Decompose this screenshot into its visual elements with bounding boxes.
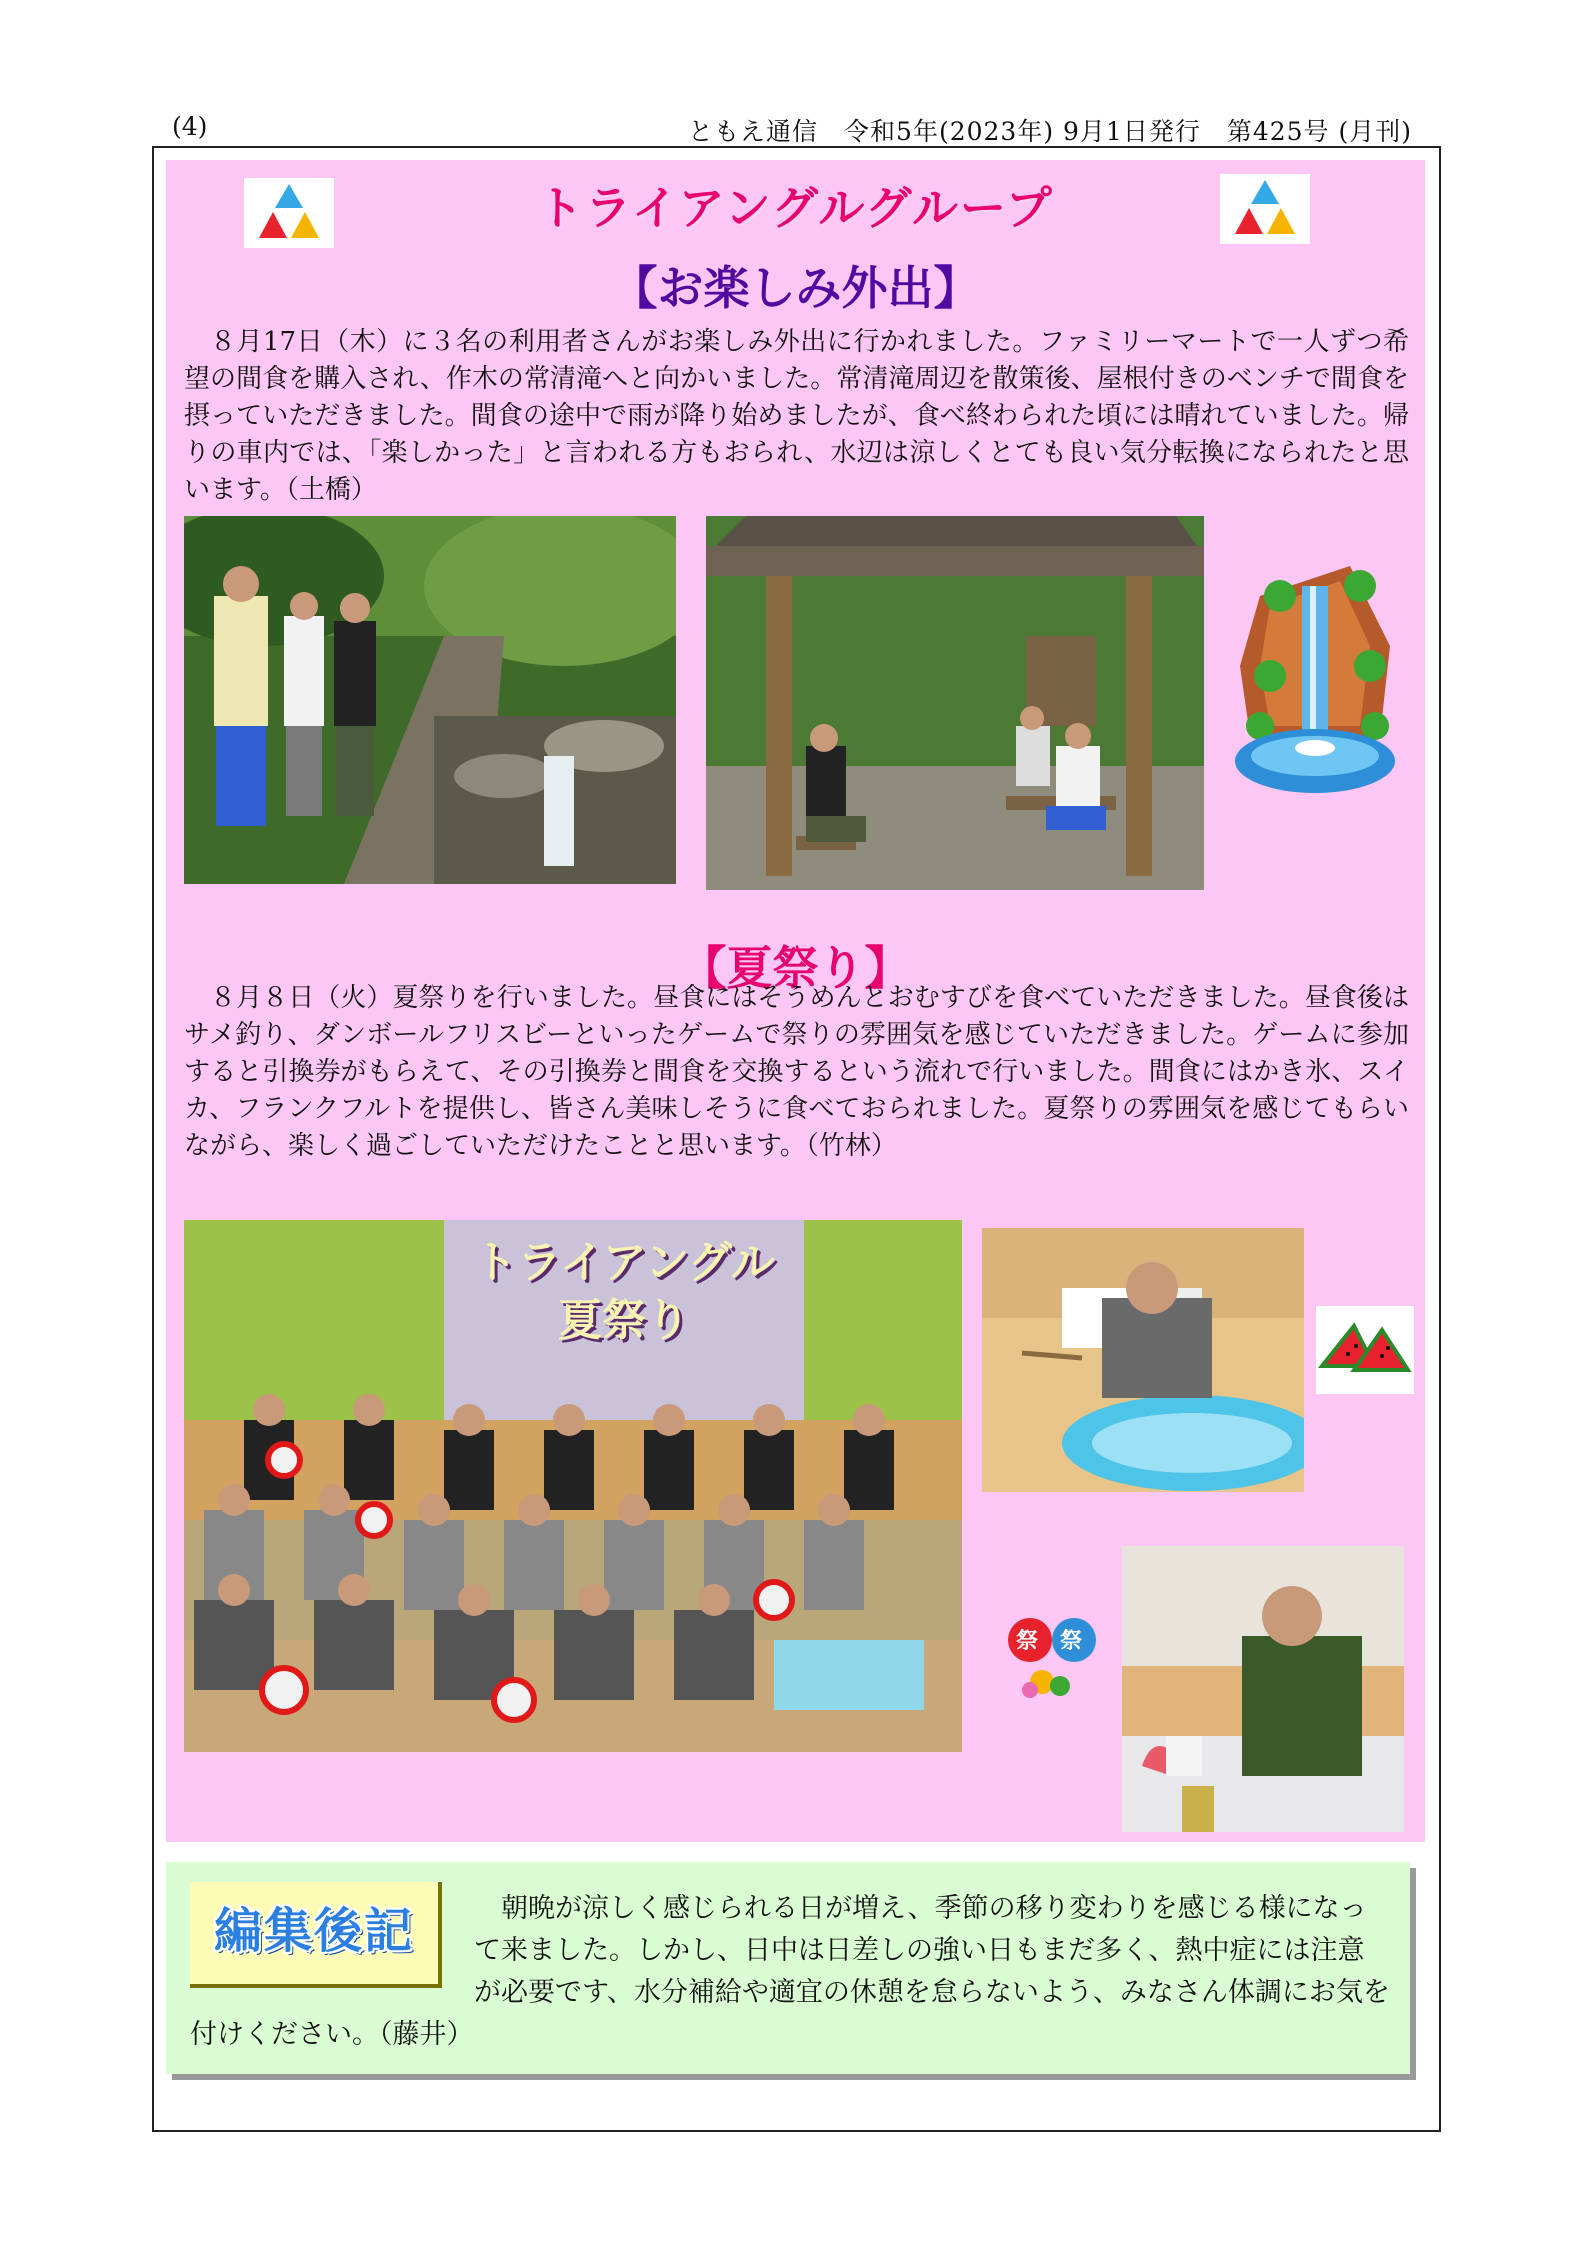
editor-indent [474,1893,501,1924]
fan-kanji-left: 祭 [1016,1629,1039,1654]
page-number: (4) [172,112,208,141]
festival-text: ８月８日（火）夏祭りを行いました。昼食にはそうめんとおむすびを食べていただきました。昼食後はサメ釣り、ダンボールフリスビーといったゲームで祭りの雰囲気を感じていただきました。ゲームに参加すると引換券がもらえて、その引換券と間食を交換するという流れで行いました。間食にはかき氷、スイカ、フランクフルトを提供し、皆さん美味しそうに食べておられました。夏祭りの雰囲気を感じてもらいながら、楽しく過ごしていただけたことと思います。（竹林） [184,983,1409,1161]
photo-shark-fishing [982,1228,1304,1492]
festival-banner [444,1234,804,1350]
editor-note-body: 朝晩が涼しく感じられる日が増え、季節の移り変わりを感じる様になって来ました。しかし、日中は日差しの強い日もまだ多く、熱中症には注意が必要です、水分補給や適宜の休憩を怠らないよう、みなさん体調にお気を付けください。（藤井） [190,1893,1390,2050]
editor-note-box [166,1862,1410,2074]
waterfall-illustration [1230,556,1400,800]
section-title-outing: 【お楽しみ外出】 [611,261,980,315]
outing-text: ８月17日（木）に３名の利用者さんがお楽しみ外出に行かれました。ファミリーマートで一人ずつ希望の間食を購入され、作木の常清滝へと向かいました。常清滝周辺を散策後、屋根付きのベンチで間食を摂っていただきました。間食の途中で雨が降り始めましたが、食べ終わられた頃には晴れていました。帰りの車内では、「楽しかった」と言われる方もおられ、水辺は涼しくとても良い気分転換になられたと思います。（土橋） [184,327,1409,505]
triangle-group-panel [166,160,1425,1842]
issue-info: ともえ通信 令和5年(2023年) 9月1日発行 第425号 (月刊) [688,117,1412,146]
section-body-outing [184,324,1409,509]
photo-festival-group [184,1220,962,1752]
page-header [172,112,1412,144]
photo-shaved-ice [1122,1546,1404,1832]
festival-fans-illustration [1000,1616,1104,1704]
fan-kanji-right: 祭 [1060,1629,1083,1654]
editor-note-label: 編集後記 [190,1882,442,1988]
section-title-summer-festival: 【夏祭り】 [680,941,911,995]
watermelon-illustration [1316,1306,1414,1394]
festival-banner-line1: トライアングル [473,1237,775,1288]
photo-gazebo-snack [706,516,1204,890]
photo-waterfall-hike [184,516,676,884]
festival-banner-line2: 夏祭り [558,1295,690,1346]
section-body-summer-festival [184,980,1409,1165]
group-title: トライアングルグループ [537,181,1054,235]
